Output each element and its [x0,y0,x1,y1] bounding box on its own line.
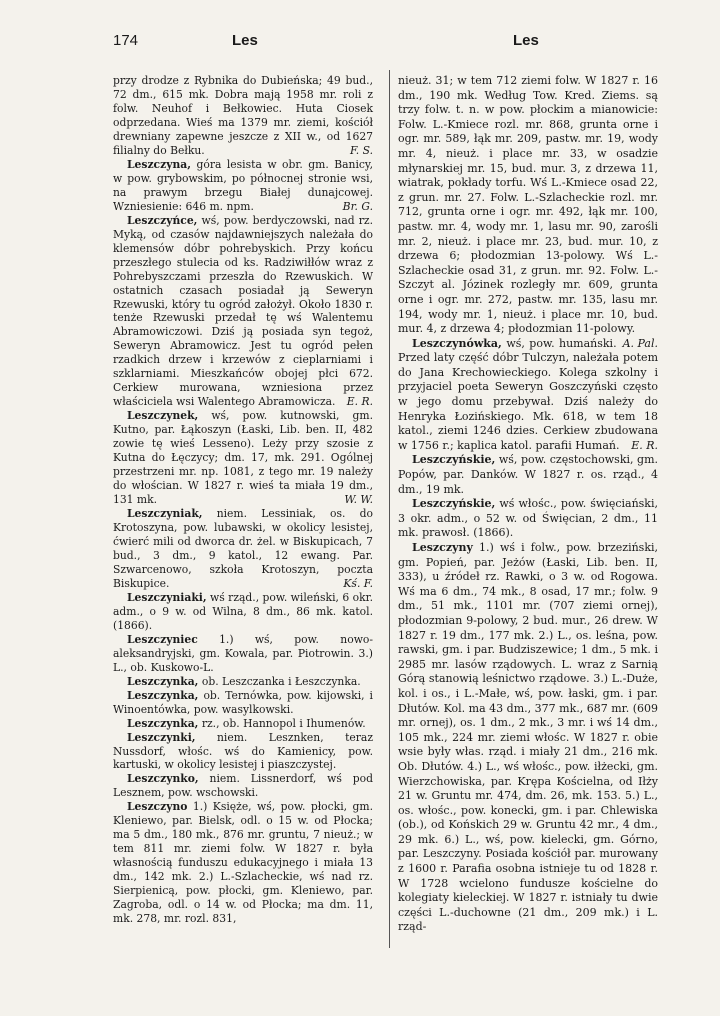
entry-headword: Leszczynka, [127,674,199,688]
dictionary-entry [398,453,658,497]
entry-text: niem. Lessiniak, os. do Krotoszyna, pow. lubawski, w okolicy lesistej, ćwierć mili od dworca dr. żel. w Biskupicach, 7 bud., 3 dm., 9 katol., 12 ewang. Par. Szwarcenowo, szkoła Krotoszyn, poczta Biskupice. [113,507,373,590]
entry-text: wś włośc., pow. święciański, 3 okr. adm., o 52 w. od Święcian, 2 dm., 11 mk. prawosł. (1866). [398,497,658,540]
entry-text: wś, pow. humański. Przed laty część dóbr Tulczyn, należała potem do Jana Krechowieckiego. Kolega szkolny i przyjaciel poeta Seweryn Goszczyński często w jego domu przebywał. Dziś należy do Henryka Łozińskiego. Mk. 618, w tem 18 katol., ziemi 1246 dzies. Cerkiew zbudowana w 1756 r.; kaplica katol. parafii Humań. [398,336,658,452]
running-title-left: Les [232,32,258,49]
dictionary-entry [113,591,373,633]
dictionary-entry [113,675,373,689]
dictionary-entry [113,214,373,410]
entry-headword: Leszczynówka, [412,336,502,350]
entry-signature: E. R. [631,438,658,452]
dictionary-entry [113,772,373,800]
dictionary-entry [398,541,658,935]
entry-headword: Leszczyńce, [127,213,198,227]
entry-signature: Br. G. [342,199,373,213]
dictionary-entry [113,800,373,926]
entry-signature: Kś. F. [343,576,373,590]
entry-headword: Leszczyniaki, [127,590,207,604]
entry-headword: Leszczynka, [127,688,199,702]
page-header [0,32,720,56]
running-title-right: Les [513,32,539,49]
dictionary-entry [113,731,373,773]
entry-text: ob. Ternówka, pow. kijowski, i Winoentówka, pow. wasylkowski. [113,688,373,716]
dictionary-entry [113,633,373,675]
dictionary-entry [113,409,373,507]
entry-headword: Leszczynka, [127,716,199,730]
entry-text: ob. Leszczanka i Łeszczynka. [198,674,361,688]
dictionary-entry [113,74,373,158]
entry-headword: Leszczynko, [127,772,199,786]
page-number: 174 [113,32,139,49]
dictionary-entry [113,689,373,717]
entry-text: wś, pow. berdyczowski, nad rz. Myką, od czasów najdawniejszych należała do klemensów dóbr pohrebyskich. Przy końcu przeszłego stulecia od ks. Radziwiłłów wraz z Pohrebyszczami przeszła do Rzewuskich. W ostatnich czasach posiadał ją Seweryn Rzewuski, który tu ogród założył. Około 1830 r. tenże Rzewuski przedał tę wś Walentemu Abramowiczowi. Dziś ją posiada syn tegoż, Seweryn Abramowicz. Jest tu ogród pełen rzadkich drzew i krzewów z cieplarniami i szklarniami. Mieszkańców obojej płci 672. Cerkiew murowana, wzniesiona przez właściciela wsi Walentego Abramowicza. [113,213,373,409]
entry-headword: Leszczyniak, [127,507,203,521]
entry-signature: F. S. [349,143,373,157]
entry-text: 1.) wś i folw., pow. brzeziński, gm. Popień, par. Jeżów (Łaski, Lib. ben. II, 333), u źródeł rz. Rawki, o 3 w. od Rogowa. Wś ma 6 dm., 74 mk., 8 osad, 17 mr.; folw. 9 dm., 51 mk., 1101 mr. (707 ziemi ornej), płodozmian 9-polowy, 2 bud. mur., 26 drew. W 1827 r. 19 dm., 177 mk. 2.) L., os. leśna, pow. rawski, gm. i par. Budziszewice; 1 dm., 5 mk. i 2985 mr. lasów rządowych. L. wraz z Sarnią Górą stanowią leśnictwo rządowe. 3.) L.-Duże, kol. i os., i L.-Małe, wś, pow. łaski, gm. i par. Dłutów. Kol. ma 43 dm., 377 mk., 687 mr. (609 mr. ornej), os. 1 dm., 2 mk., 3 mr. i wś 14 dm., 105 mk., 224 mr. ziemi włośc. W 1827 r. obie wsie były włas. rząd. i miały 21 dm., 216 mk. Ob. Dłutów. 4.) L., wś włośc., pow. iłżecki, gm. Wierzchowiska, par. Krępa Kościelna, od Iłży 21 w. Gruntu mr. 474, dm. 26, mk. 153. 5.) L., os. włośc., pow. konecki, gm. i par. Chlewiska (ob.), od Końskich 29 w. Gruntu 42 mr., 4 dm., 29 mk. 6.) L., wś, pow. kielecki, gm. Górno, par. Leszczyny. Posiada kościół par. murowany z 1600 r. Parafia osobna istnieje tu od 1828 r. W 1728 wcielono fundusze kościelne do kolegiaty kieleckiej. W 1827 r. istniały tu dwie części L.-duchowne (21 dm., 209 mk.) i L. rząd- [398,541,658,934]
dictionary-entry [113,158,373,214]
entry-text: wś rząd., pow. wileński, 6 okr. adm., o 9 w. od Wilna, 8 dm., 86 mk. katol. (1866). [113,590,373,632]
entry-text: wś, pow. częstochowski, gm. Popów, par. Danków. W 1827 r. os. rząd., 4 dm., 19 mk. [398,453,658,496]
entry-text: nieuż. 31; w tem 712 ziemi folw. W 1827 r. 16 dm., 190 mk. Według Tow. Kred. Ziems. są trzy folw. t. n. w pow. płockim a mianowicie: Folw. L.-Kmiece rozl. mr. 868, grunta orne i ogr. mr. 589, łąk mr. 209, pastw. mr. 19, wody mr. 4, nieuż. i place mr. 33, w osadzie młynarskiej mr. 15, bud. mur. 3, z drzewa 11, wiatrak, pokłady torfu. Wś L.-Kmiece osad 22, z grun. mr. 27. Folw. L.-Szlacheckie rozl. mr. 712, grunta orne i ogr. mr. 492, łąk mr. 100, pastw. mr. 4, wody mr. 1, lasu mr. 90, zarośli mr. 2, nieuż. i place mr. 23, bud. mur. 10, z drzewa 6; płodozmian 13-polowy. Wś L.-Szlacheckie osad 31, z grun. mr. 92. Folw. L.-Szczyt al. Józinek rozległy mr. 609, grunta orne i ogr. mr. 272, pastw. mr. 135, lasu mr. 194, wody mr. 1, nieuż. i place mr. 10, bud. mur. 4, z drzewa 4; płodozmian 11-polowy. [398,74,658,336]
entry-headword: Leszczyniec [127,632,198,646]
entry-text: niem. Lissnerdorf, wś pod Lesznem, pow. wschowski. [113,772,373,800]
entry-text: 1.) Księże, wś, pow. płocki, gm. Kleniewo, par. Bielsk, odl. o 15 w. od Płocka; ma 5 dm., 180 mk., 876 mr. gruntu, 7 nieuż.; w tem 811 mr. ziemi folw. W 1827 r. była własnością funduszu edukacyjnego i miała 13 dm., 142 mk. 2.) L.-Szlacheckie, wś nad rz. Sierpienicą, pow. płocki, gm. Kleniewo, par. Zagroba, odl. o 14 w. od Płocka; ma dm. 11, mk. 278, mr. rozl. 831, [113,800,373,926]
entry-text: przy drodze z Rybnika do Dubieńska; 49 bud., 72 dm., 615 mk. Dobra mają 1958 mr. roli z folw. Neuhof i Bełkowiec. Huta Ciosek odprzedana. Wieś ma 1379 mr. ziemi, kościół drewniany zapewne jeszcze z XII w., od 1627 filialny do Bełku. [113,74,373,157]
entry-text: 1.) wś, pow. nowo-aleksandryjski, gm. Kowala, par. Piotrowin. 3.) L., ob. Kuskowo-L. [113,632,373,674]
entry-headword: Leszczyno [127,800,188,814]
entry-headword: Leszczyny [412,541,473,554]
right-column [398,74,658,935]
entry-text: góra lesista w obr. gm. Banicy, w pow. grybowskim, po północnej stronie wsi, na prawym brzegu Białej dunajcowej. Wzniesienie: 646 m. npm. [113,157,373,213]
entry-signature: W. W. [344,493,373,507]
entry-headword: Leszczyńskie, [412,453,496,467]
dictionary-entry [398,337,658,454]
entry-text: niem. Lesznken, teraz Nussdorf, włośc. wś do Kamienicy, pow. kartuski, w okolicy lesistej i piaszczystej. [113,730,373,772]
entry-text: wś, pow. kutnowski, gm. Kutno, par. Łąkoszyn (Łaski, Lib. ben. II, 482 zowie tę wieś Lesseno). Leży przy szosie z Kutna do Łęczycy; dm. 17, mk. 291. Ogólnej przestrzeni mr. np. 1081, z tego mr. 19 należy do włościan. W 1827 r. wieś ta miała 19 dm., 131 mk. [113,409,373,507]
dictionary-entry [398,497,658,541]
dictionary-entry [113,507,373,591]
entry-text: rz., ob. Hannopol i Ihumenów. [198,716,366,730]
dictionary-entry [113,717,373,731]
entry-headword: Leszczyńskie, [412,497,496,511]
entry-headword: Leszczyna, [127,157,191,171]
entry-signature: E. R. [346,395,373,409]
column-divider [389,70,390,948]
entry-headword: Leszczynek, [127,409,199,423]
left-column [113,74,373,926]
entry-signature: A. Pal. [622,336,658,350]
entry-headword: Leszczynki, [127,730,196,744]
